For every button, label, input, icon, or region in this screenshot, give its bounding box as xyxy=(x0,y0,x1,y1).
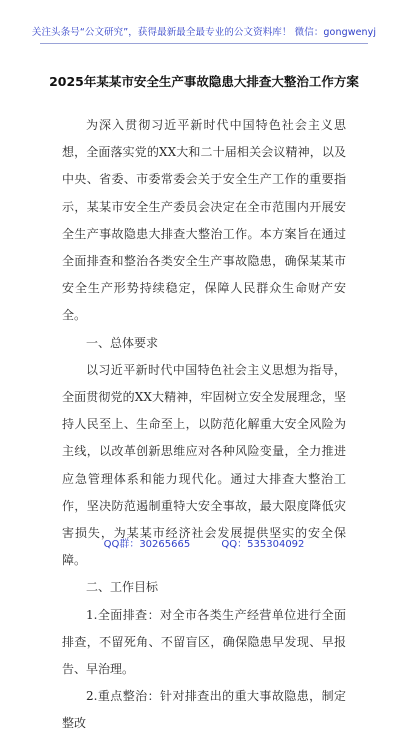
qq-number: QQ：535304092 xyxy=(221,539,305,550)
section-heading-general: 一、总体要求 xyxy=(86,335,159,350)
contact-footer xyxy=(0,535,408,550)
document-body xyxy=(62,112,346,738)
document-title: 2025年某某市安全生产事故隐患大排查大整治工作方案 xyxy=(49,74,359,89)
goal-item-1: 1.全面排查：对全市各类生产经营单位进行全面排查，不留死角、不留盲区，确保隐患早发现、早报告、早治理。 xyxy=(62,607,346,677)
promo-banner: 关注头条号“公文研究”，获得最新最全最专业的公文资料库！ 微信：gongwenyj xyxy=(31,27,377,38)
intro-paragraph: 为深入贯彻习近平新时代中国特色社会主义思想，全面落实党的XX大和二十届相关会议精神，以及中央、省委、市委常委会关于安全生产工作的重要指示，某某市安全生产委员会决定在全市范围内开展安全生产事故隐患大排查大整治工作。本方案旨在通过全面排查和整治各类安全生产事故隐患，确保某某市安全生产形势持续稳定，保障人民群众生命财产安全。 xyxy=(62,118,346,323)
section-heading-goals: 二、工作目标 xyxy=(86,580,159,595)
qq-group-number: QQ群：30265665 xyxy=(103,539,191,550)
general-requirements-paragraph: 以习近平新时代中国特色社会主义思想为指导，全面贯彻党的XX大精神，牢固树立安全发展理念，坚持人民至上、生命至上，以防范化解重大安全风险为主线，以改革创新思维应对各种风险变量，全力推进应急管理体系和能力现代化。通过大排查大整治工作，坚决防范遏制重特大安全事故，最大限度降低灾害损失，为某某市经济社会发展提供坚实的安全保障。 xyxy=(62,362,346,568)
header-divider xyxy=(40,43,368,44)
goal-item-2: 2.重点整治：针对排查出的重大事故隐患，制定整改 xyxy=(62,689,346,731)
